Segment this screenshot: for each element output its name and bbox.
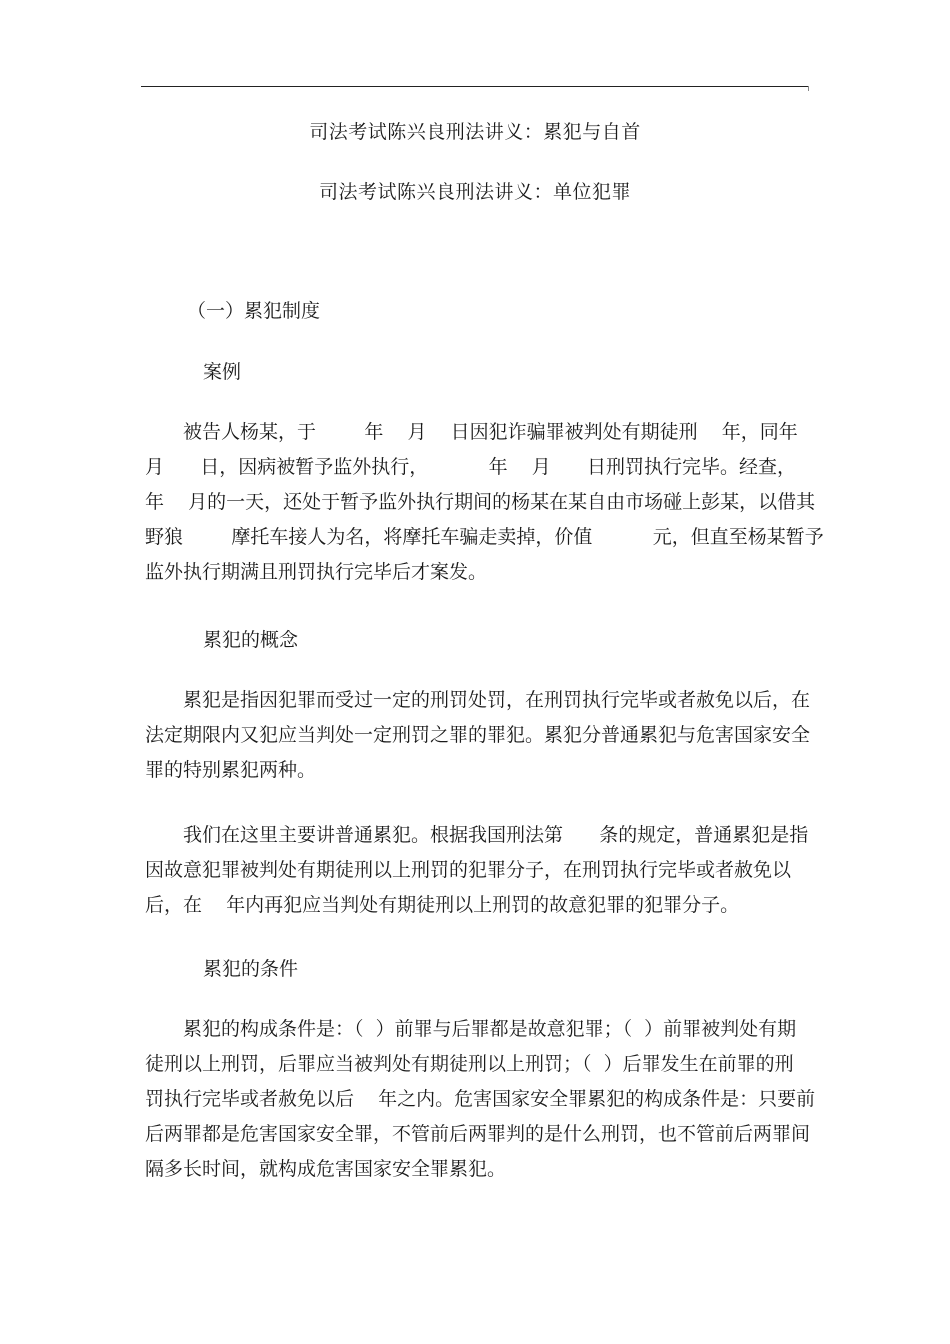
document-subtitle: 司法考试陈兴良刑法讲义：单位犯罪 [318,181,631,203]
concept-line: 法定期限内又犯应当判处一定刑罚之罪的罪犯。累犯分普通累犯与危害国家安全 [145,724,811,746]
section-heading-recidivism-system: （一）累犯制度 [187,300,321,322]
case-line: 被告人杨某，于 年 月 日因犯诈骗罪被判处有期徒刑 年，同年 [183,421,798,443]
conditions-heading: 累犯的条件 [203,958,299,980]
concept-heading: 累犯的概念 [203,629,299,651]
header-rule [141,86,809,87]
general-line: 因故意犯罪被判处有期徒刑以上刑罚的犯罪分子，在刑罚执行完毕或者赦免以 [145,859,792,881]
case-line: 月 日，因病被暂予监外执行， 年 月 日刑罚执行完毕。经查， [145,456,797,478]
conditions-paragraph [145,1012,816,1187]
general-line: 后，在 年内再犯应当判处有期徒刑以上刑罚的故意犯罪的犯罪分子。 [145,894,740,916]
conditions-line: 罚执行完毕或者赦免以后 年之内。危害国家安全罪累犯的构成条件是：只要前 [145,1088,816,1110]
general-recidivism-paragraph [145,818,810,923]
conditions-line: 累犯的构成条件是：（ ）前罪与后罪都是故意犯罪；（ ）前罪被判处有期 [183,1018,797,1040]
case-paragraph [145,415,824,590]
header-rule-end-mark [808,86,809,91]
general-line: 我们在这里主要讲普通累犯。根据我国刑法第 条的规定，普通累犯是指 [183,824,809,846]
concept-line: 累犯是指因犯罪而受过一定的刑罚处罚，在刑罚执行完毕或者赦免以后，在 [183,689,811,711]
conditions-line: 隔多长时间，就构成危害国家安全罪累犯。 [145,1158,507,1180]
concept-paragraph [145,683,810,788]
case-line: 野狼 摩托车接人为名，将摩托车骗走卖掉，价值 元，但直至杨某暂予 [145,526,824,548]
case-line: 监外执行期满且刑罚执行完毕后才案发。 [145,561,488,583]
conditions-line: 后两罪都是危害国家安全罪，不管前后两罪判的是什么刑罚，也不管前后两罪间 [145,1123,811,1145]
case-heading: 案例 [203,361,242,383]
concept-line: 罪的特别累犯两种。 [145,759,317,781]
case-line: 年 月的一天，还处于暂予监外执行期间的杨某在某自由市场碰上彭某，以借其 [145,491,816,513]
conditions-line: 徒刑以上刑罚，后罪应当被判处有期徒刑以上刑罚；（ ）后罪发生在前罪的刑 [145,1053,794,1075]
document-title: 司法考试陈兴良刑法讲义：累犯与自首 [309,121,641,143]
